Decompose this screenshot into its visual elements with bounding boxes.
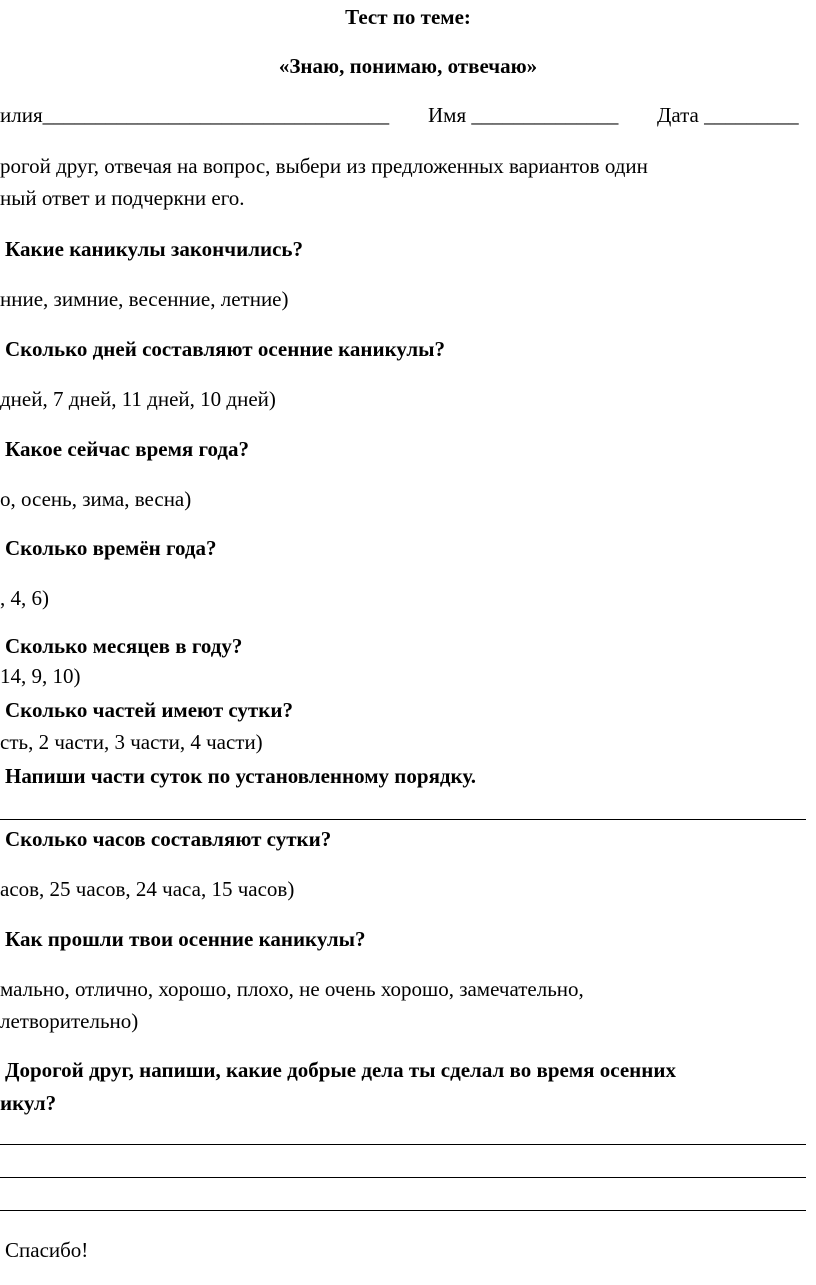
page-subtitle: «Знаю, понимаю, отвечаю» (278, 54, 538, 78)
intro-line-2: ный ответ и подчеркни его. (0, 186, 245, 210)
answer-options-1[interactable]: нние, зимние, весенние, летние) (0, 287, 289, 311)
answer-options-5[interactable]: 14, 9, 10) (0, 664, 81, 688)
question-3: Какое сейчас время года? (5, 437, 250, 461)
question-8: Сколько часов составляют сутки? (5, 827, 332, 851)
answer-options-9-cont[interactable]: летворительно) (0, 1009, 139, 1033)
question-4: Сколько времён года? (5, 536, 217, 560)
intro-line-1: рогой друг, отвечая на вопрос, выбери из предложенных вариантов один (0, 154, 648, 178)
closing-thanks: Спасибо! (5, 1238, 89, 1262)
answer-line-10-3[interactable] (0, 1210, 806, 1211)
answer-options-6[interactable]: сть, 2 части, 3 части, 4 части) (0, 730, 263, 754)
question-7: Напиши части суток по установленному порядку. (5, 764, 477, 788)
question-10: Дорогой друг, напиши, какие добрые дела ты сделал во время осенних (5, 1058, 676, 1082)
surname-field[interactable]: илия_________________________________ (0, 103, 390, 127)
answer-options-4[interactable]: , 4, 6) (0, 586, 49, 610)
question-2: Сколько дней составляют осенние каникулы? (5, 337, 446, 361)
page-title: Тест по теме: (345, 5, 471, 29)
answer-line-10-2[interactable] (0, 1177, 806, 1178)
question-10-cont: икул? (0, 1091, 57, 1115)
question-1: Какие каникулы закончились? (5, 237, 304, 261)
answer-options-3[interactable]: о, осень, зима, весна) (0, 487, 192, 511)
answer-options-9[interactable]: мально, отлично, хорошо, плохо, не очень хорошо, замечательно, (0, 977, 584, 1001)
question-9: Как прошли твои осенние каникулы? (5, 927, 366, 951)
name-field[interactable]: Имя ______________ (428, 103, 619, 127)
question-5: Сколько месяцев в году? (5, 634, 243, 658)
question-6: Сколько частей имеют сутки? (5, 698, 293, 722)
answer-options-2[interactable]: дней, 7 дней, 11 дней, 10 дней) (0, 387, 276, 411)
answer-options-8[interactable]: асов, 25 часов, 24 часа, 15 часов) (0, 877, 295, 901)
date-field[interactable]: Дата _________ (657, 103, 799, 127)
answer-line-10-1[interactable] (0, 1144, 806, 1145)
answer-line-7[interactable] (0, 819, 806, 820)
